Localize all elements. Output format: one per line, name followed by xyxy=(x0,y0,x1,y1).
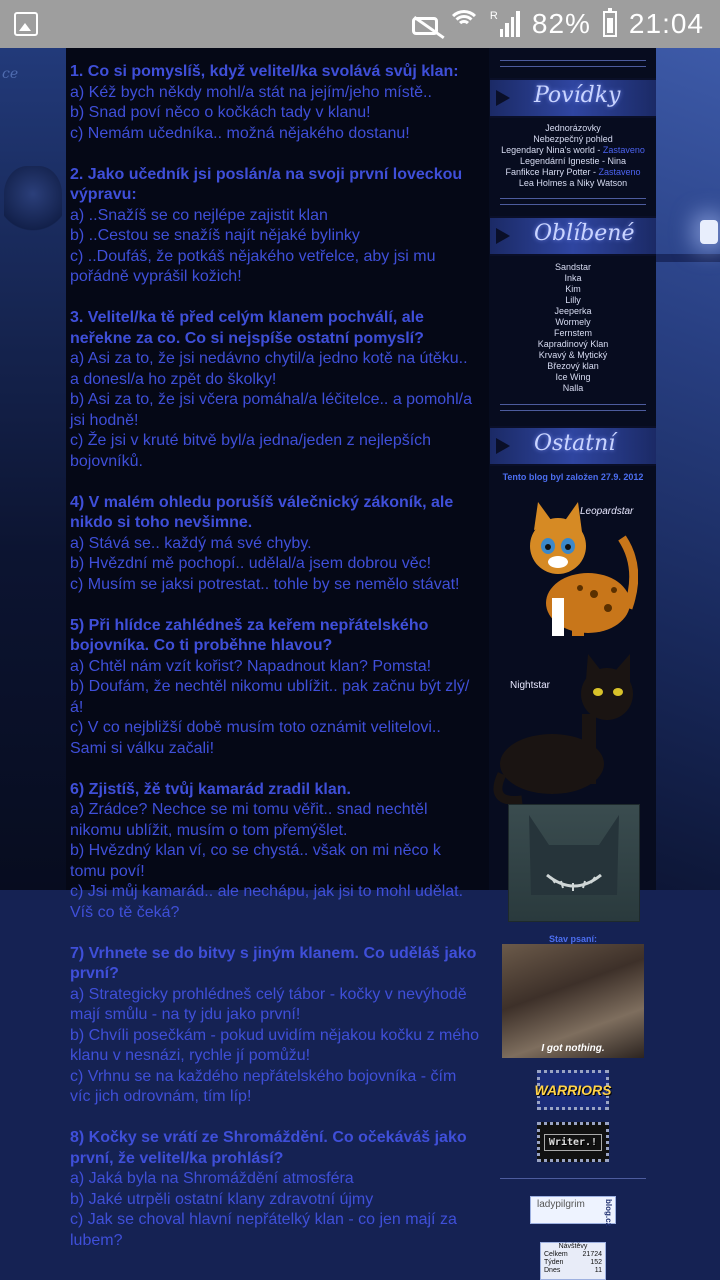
candle-icon xyxy=(700,220,718,244)
sidebar-divider xyxy=(500,198,646,199)
quiz-question xyxy=(70,308,480,472)
sidebar-divider xyxy=(500,410,646,411)
blog-founded-text: Tento blog byl založen 27.9. 2012 xyxy=(502,472,644,482)
question-title: 3. Velitel/ka tě před celým klanem pochválí, ale neřekne za co. Co si nejspíše ostatní pomyslí? xyxy=(70,309,424,347)
battery-icon xyxy=(603,11,617,37)
answer-option: c) Musím se jaksi potrestat.. tohle by se nemělo stávat! xyxy=(70,575,460,593)
quiz-question xyxy=(70,493,480,596)
answer-option: a) Jaká byla na Shromáždění atmosféra xyxy=(70,1170,354,1187)
status-icons xyxy=(412,6,704,42)
status-photo xyxy=(502,944,644,1058)
photo-caption: I got nothing. xyxy=(541,1043,605,1054)
answer-option: b) Jaké utrpěli ostatní klany zdravotní újmy xyxy=(70,1190,374,1208)
question-title: 7) Vrhnete se do bitvy s jiným klanem. Co uděláš jako první? xyxy=(70,944,477,982)
oblibene-header xyxy=(490,216,656,256)
oblibene-link[interactable]: Kim xyxy=(565,284,581,294)
answer-option: c) Nemám učedníka.. možná nějakého dostanu! xyxy=(70,124,410,142)
question-title: 2. Jako učedník jsi poslán/a na svoji první loveckou výpravu: xyxy=(70,165,463,203)
povidky-link[interactable] xyxy=(490,178,656,189)
writer-badge-label: Writer.! xyxy=(544,1134,602,1151)
sidebar-divider xyxy=(500,60,646,61)
answer-option: a) Strategicky prohlédneš celý tábor - kočky v nevýhodě mají smůlu - na ty jdu jako první! xyxy=(70,985,467,1023)
visit-counter-row xyxy=(541,1259,605,1267)
ladypilgrim-text: ladypilgrim xyxy=(537,1199,585,1210)
leopardstar-label: Leopardstar xyxy=(580,506,634,517)
warriors-badge-label: WARRIORS xyxy=(534,1082,612,1098)
visit-counter-row xyxy=(541,1267,605,1275)
visit-counter-label: Dnes xyxy=(544,1267,561,1274)
oblibene-link[interactable]: Sandstar xyxy=(554,262,592,272)
visit-counter xyxy=(540,1242,606,1280)
visit-counter-label: Celkem xyxy=(544,1251,568,1258)
answer-option: b) Hvězdný klan ví, co se chystá.. však on mi něco k tomu poví! xyxy=(70,842,441,880)
oblibene-list xyxy=(490,262,656,394)
answer-option: a) Kéž bych někdy mohl/a stát na jejím/jeho místě.. xyxy=(70,83,432,101)
writer-badge[interactable] xyxy=(537,1122,609,1162)
answer-option: b) Hvězdní mě pochopí.. udělal/a jsem dobrou věc! xyxy=(70,555,432,572)
povidky-header xyxy=(490,78,656,118)
ostatni-title: Ostatní xyxy=(534,431,616,456)
answer-option: a) Zrádce? Nechce se mi tomu věřit.. snad nechtěl nikomu ublížit, musím o tom přemýšlet. xyxy=(70,801,428,839)
povidky-status: Zastaveno xyxy=(598,167,641,177)
blog-cz-label: blog.cz xyxy=(604,1199,613,1227)
signal-roaming-label: R xyxy=(489,10,498,22)
answer-option: b) Asi za to, že jsi včera pomáhal/a léčitelce.. a pomohl/a jsi hodně! xyxy=(70,391,472,429)
gallery-icon xyxy=(14,12,38,36)
povidky-link[interactable] xyxy=(490,156,656,167)
shelf-decoration xyxy=(656,254,720,262)
povidky-link-text: Legendární Ignestie - Nina xyxy=(519,156,627,166)
answer-option: c) ..Doufáš, že potkáš nějakého vetřelce, aby jsi mu pořádně vyprášil kožich! xyxy=(70,247,436,285)
mute-icon xyxy=(412,17,438,35)
answer-option: c) Vrhnu se na každého nepřátelského bojovníka - čím víc jich odrovnám, tím líp! xyxy=(70,1067,457,1105)
povidky-link[interactable] xyxy=(490,167,656,178)
left-decoration xyxy=(0,48,66,890)
sidebar-divider xyxy=(500,404,646,405)
signal-icon xyxy=(490,11,520,37)
visit-counter-value: 152 xyxy=(590,1259,602,1266)
leopardstar-cat-image xyxy=(518,498,638,638)
status-bar xyxy=(0,0,720,48)
ladypilgrim-banner[interactable] xyxy=(530,1196,616,1227)
quiz-question xyxy=(70,165,480,288)
visit-counter-title: Návštěvy xyxy=(558,1243,588,1250)
header-arrow-icon xyxy=(496,90,510,106)
nightstar-label: Nightstar xyxy=(510,680,551,691)
question-title: 1. Co si pomyslíš, když velitel/ka svolává svůj klan: xyxy=(70,63,459,80)
header-arrow-icon xyxy=(496,228,510,244)
answer-option: b) ..Cestou se snažíš najít nějaké bylinky xyxy=(70,227,360,244)
povidky-status: Zastaveno xyxy=(602,145,645,155)
oblibene-link[interactable]: Wormely xyxy=(555,317,591,327)
question-title: 4) V malém ohledu porušíš válečnický zákoník, ale nikdo si toho nevšimne. xyxy=(70,493,454,531)
wifi-icon xyxy=(450,12,478,36)
answer-option: a) Asi za to, že jsi nedávno chytil/a jedno kotě na útěku.. a donesl/a ho zpět do školky! xyxy=(70,350,468,388)
oblibene-link[interactable]: Ice Wing xyxy=(555,372,591,382)
oblibene-link[interactable]: Krvavý & Mytický xyxy=(538,350,608,360)
povidky-link[interactable] xyxy=(490,123,656,134)
oblibene-link[interactable]: Jeeperka xyxy=(554,306,592,316)
header-arrow-icon xyxy=(496,438,510,454)
answer-option: c) Jak se choval hlavní nepřátelký klan - co jen mají za lubem? xyxy=(70,1211,457,1249)
answer-option: b) Snad poví něco o kočkách tady v klanu! xyxy=(70,104,371,121)
povidky-link[interactable] xyxy=(490,134,656,145)
sidebar xyxy=(490,48,656,1280)
povidky-link[interactable] xyxy=(490,145,656,156)
quiz-question xyxy=(70,944,480,1108)
sidebar-divider xyxy=(500,204,646,205)
sidebar-divider xyxy=(500,66,646,67)
right-decoration xyxy=(656,48,720,890)
oblibene-link[interactable]: Inka xyxy=(564,273,582,283)
question-title: 5) Při hlídce zahlédneš za keřem nepřátelského bojovníka. Co ti proběhne hlavou? xyxy=(70,616,429,654)
visit-counter-label: Týden xyxy=(544,1259,564,1266)
answer-option: a) Stává se.. každý má své chyby. xyxy=(70,534,312,552)
left-script-text: ce xyxy=(2,66,19,82)
visit-counter-value: 11 xyxy=(594,1267,602,1274)
nightstar-cat-image xyxy=(492,654,652,804)
answer-option: c) Že jsi v kruté bitvě byl/a jedna/jeden z nejlepších bojovníků. xyxy=(70,432,432,470)
visit-counter-row xyxy=(541,1251,605,1259)
povidky-link-text: Fanfikce Harry Potter - xyxy=(505,167,599,177)
grin-icon xyxy=(509,805,639,921)
clock: 21:04 xyxy=(628,8,704,39)
question-title: 8) Kočky se vrátí ze Shromáždění. Co očekáváš jako první, že velitel/ka prohlásí? xyxy=(70,1129,467,1167)
visit-counter-value: 21724 xyxy=(582,1251,602,1258)
povidky-link-text: Jednorázovky xyxy=(545,123,601,133)
warriors-badge[interactable] xyxy=(534,1070,612,1110)
oblibene-title: Oblíbené xyxy=(534,221,635,246)
skull-decoration xyxy=(4,166,62,236)
quiz-article xyxy=(70,62,480,1272)
writing-status-label: Stav psaní: xyxy=(548,934,597,944)
grin-cat-picture xyxy=(508,804,640,922)
oblibene-link[interactable]: Fernstem xyxy=(553,328,592,338)
oblibene-link[interactable]: Kapradinový Klan xyxy=(537,339,609,349)
answer-option: c) Jsi můj kamarád.. ale nechápu, jak jsi to mohl udělat. Víš co tě čeká? xyxy=(70,883,464,921)
povidky-list xyxy=(490,123,656,189)
sidebar-divider xyxy=(500,1178,646,1179)
oblibene-link[interactable]: Nalla xyxy=(562,383,584,393)
quiz-question xyxy=(70,616,480,760)
answer-option: a) Chtěl nám vzít kořist? Napadnout klan? Pomsta! xyxy=(70,657,432,675)
oblibene-link[interactable]: Lilly xyxy=(565,295,581,305)
quiz-question xyxy=(70,780,480,924)
povidky-title: Povídky xyxy=(534,83,621,108)
quiz-question xyxy=(70,62,480,144)
answer-option: b) Doufám, že nechtěl nikomu ublížit.. pak začnu být zlý/á! xyxy=(70,678,470,716)
povidky-link-text: Nebezpečný pohled xyxy=(533,134,613,144)
question-title: 6) Zjistíš, žě tvůj kamarád zradil klan. xyxy=(70,780,351,798)
battery-percent: 82% xyxy=(531,8,591,39)
oblibene-link[interactable]: Březový klan xyxy=(547,361,599,371)
povidky-link-text: Lea Holmes a Niky Watson xyxy=(518,178,628,188)
answer-option: b) Chvíli posečkám - pokud uvidím nějakou kočku z mého klanu v nesnázi, rychle jí pomůžu! xyxy=(70,1026,480,1064)
answer-option: a) ..Snažíš se co nejlépe zajistit klan xyxy=(70,206,328,224)
ostatni-header xyxy=(490,426,656,466)
povidky-link-text: Legendary Nina's world - xyxy=(501,145,603,155)
answer-option: c) V co nejbližší době musím toto oznámit velitelovi.. Sami si válku začali! xyxy=(70,719,441,757)
quiz-question xyxy=(70,1128,480,1251)
